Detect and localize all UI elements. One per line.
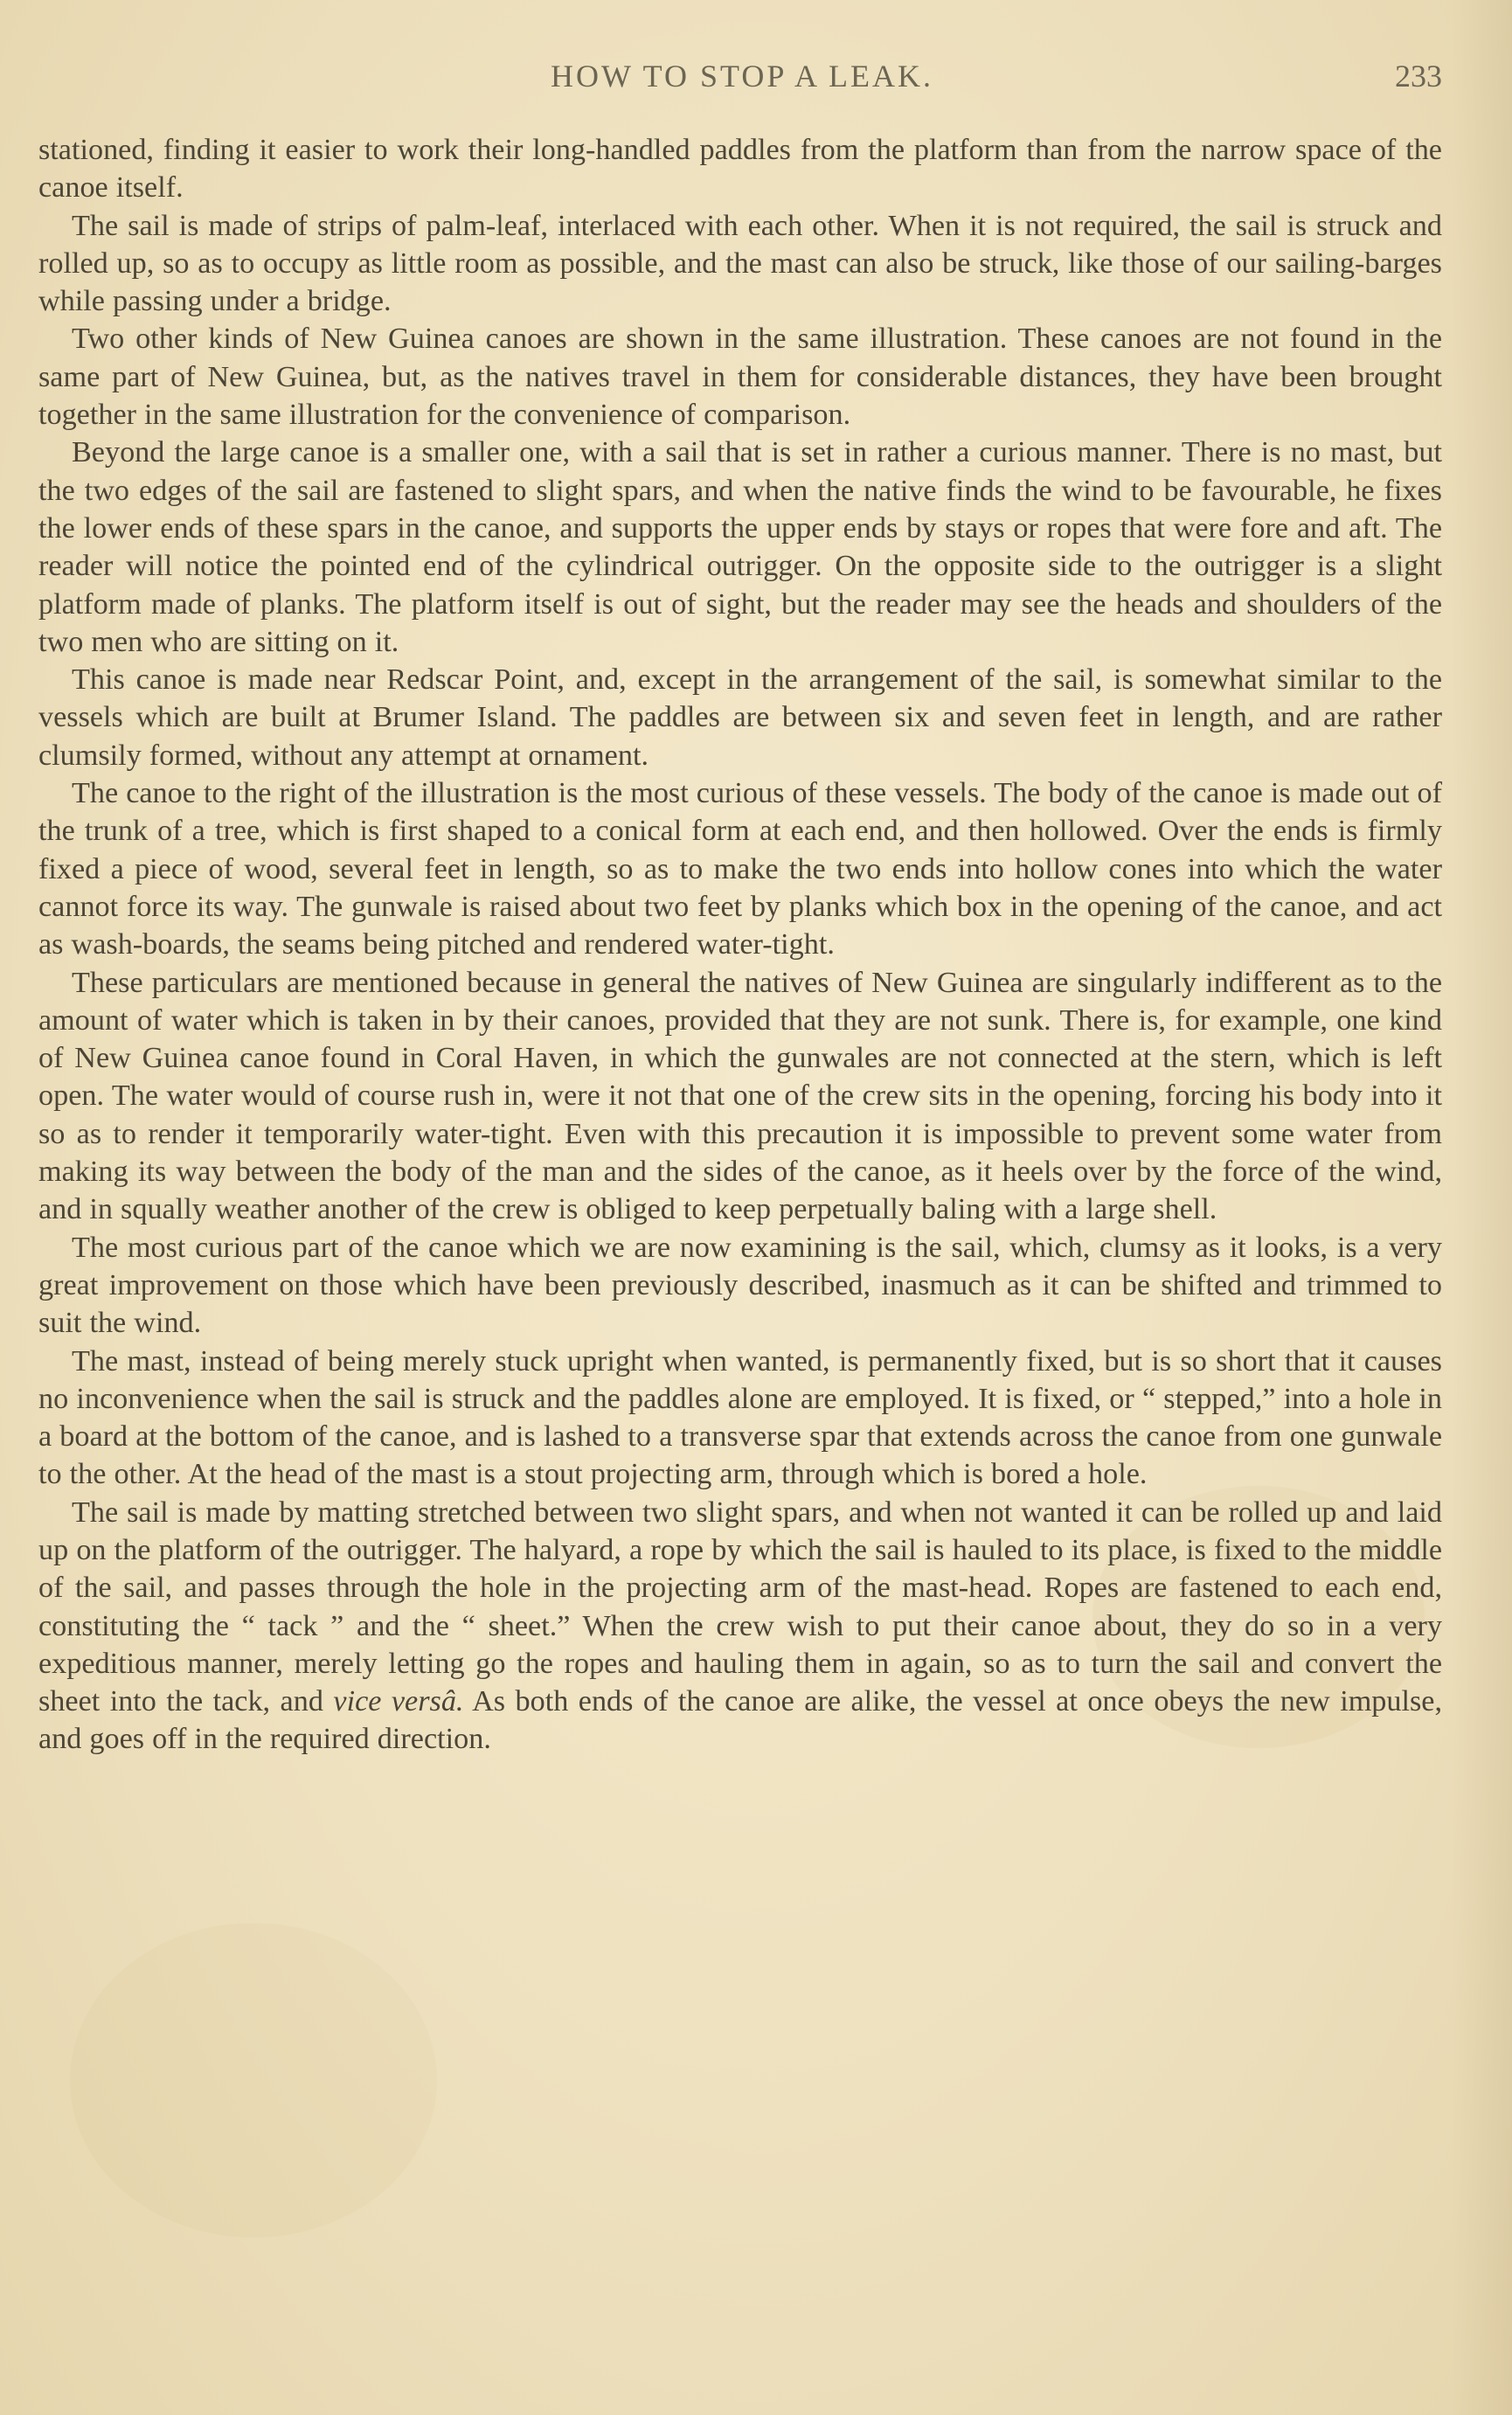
page-edge-shadow [1451, 0, 1512, 2415]
paragraph [38, 1494, 1442, 1759]
paragraph: The mast, instead of being merely stuck upright when wanted, is permanently fixed, but is so short that it causes no inconvenience when the sail is struck and the paddles alone are employed. It is fixed, or “ stepped,” into a hole in a board at the bottom of the canoe, and is lashed to a transverse spar that extends across the canoe from one gunwale to the other. At the head of the mast is a stout projecting arm, through which is bored a hole. [38, 1344, 1442, 1491]
paragraph: This canoe is made near Redscar Point, and, except in the arrangement of the sail, is somewhat similar to the vessels which are built at Brumer Island. The paddles are between six and seven feet in length, and are rather clumsily formed, without any attempt at ornament. [38, 663, 1442, 772]
running-head [42, 58, 1442, 101]
paragraph-text: The sail is made by matting stretched between two slight spars, and when not wanted it can be rolled up and laid up on the platform of the outrigger. The halyard, a rope by which the sail is hauled to its place, is fixed to the middle of the sail, and passes through the hole in the projecting arm of the mast-head. Ropes are fastened to each end, constituting the “ tack ” and the “ sheet.” When the crew wish to put their canoe about, they do so in a very expeditious manner, merely letting go the ropes and hauling them in again, so as to turn the sail and convert the sheet into the tack, and [38, 1495, 1442, 1718]
page-number: 233 [1395, 59, 1442, 94]
paragraph: Beyond the large canoe is a smaller one, with a sail that is set in rather a curious manner. There is no mast, but the two edges of the sail are fastened to slight spars, and when the native finds the wind to be favourable, he fixes the lower ends of these spars in the canoe, and supports the upper ends by stays or ropes that were fore and aft. The reader will notice the pointed end of the cylindrical outrigger. On the opposite side to the outrigger is a slight platform made of planks. The platform itself is out of sight, but the reader may see the heads and shoulders of the two men who are sitting on it. [38, 436, 1442, 658]
italic-phrase: vice versâ. [333, 1685, 464, 1718]
paragraph: Two other kinds of New Guinea canoes are shown in the same illustration. These canoes are not found in the same part of New Guinea, but, as the natives travel in them for considerable distances, they have been brought together in the same illustration for the convenience of comparison. [38, 323, 1442, 432]
paragraph: stationed, finding it easier to work their long-handled paddles from the platform than from the narrow space of the canoe itself. [38, 134, 1442, 205]
paper-stain [70, 1923, 437, 2238]
paragraph: These particulars are mentioned because in general the natives of New Guinea are singularly indifferent as to the amount of water which is taken in by their canoes, provided that they are not sunk. There is, for example, one kind of New Guinea canoe found in Coral Haven, in which the gunwales are not connected at the stern, which is left open. The water would of course rush in, were it not that one of the crew sits in the opening, forcing his body into it so as to render it temporarily water-tight. Even with this precaution it is impossible to prevent some water from making its way between the body of the man and the sides of the canoe, as it heels over by the force of the wind, and in squally weather another of the crew is obliged to keep perpetually baling with a large shell. [38, 966, 1442, 1226]
paragraph: The sail is made of strips of palm-leaf, interlaced with each other. When it is not required, the sail is struck and rolled up, so as to occupy as little room as possible, and the mast can also be struck, like those of our sailing-barges while passing under a bridge. [38, 209, 1442, 318]
paragraph-text: As both ends of the canoe are alike, the vessel at once obeys the new impulse, and goes off in the required direction. [38, 1685, 1443, 1756]
body-text [38, 131, 1442, 1759]
running-title: HOW TO STOP A LEAK. [550, 59, 934, 94]
paragraph: The canoe to the right of the illustration is the most curious of these vessels. The body of the canoe is made out of the trunk of a tree, which is first shaped to a conical form at each end, and then hollowed. Over the ends is firmly fixed a piece of wood, several feet in length, so as to make the two ends into hollow cones into which the water cannot force its way. The gunwale is raised about two feet by planks which box in the opening of the canoe, and act as wash-boards, the seams being pitched and rendered water-tight. [38, 777, 1442, 961]
paragraph: The most curious part of the canoe which we are now examining is the sail, which, clumsy as it looks, is a very great improvement on those which have been previously described, inasmuch as it can be shifted and trimmed to suit the wind. [38, 1231, 1442, 1340]
